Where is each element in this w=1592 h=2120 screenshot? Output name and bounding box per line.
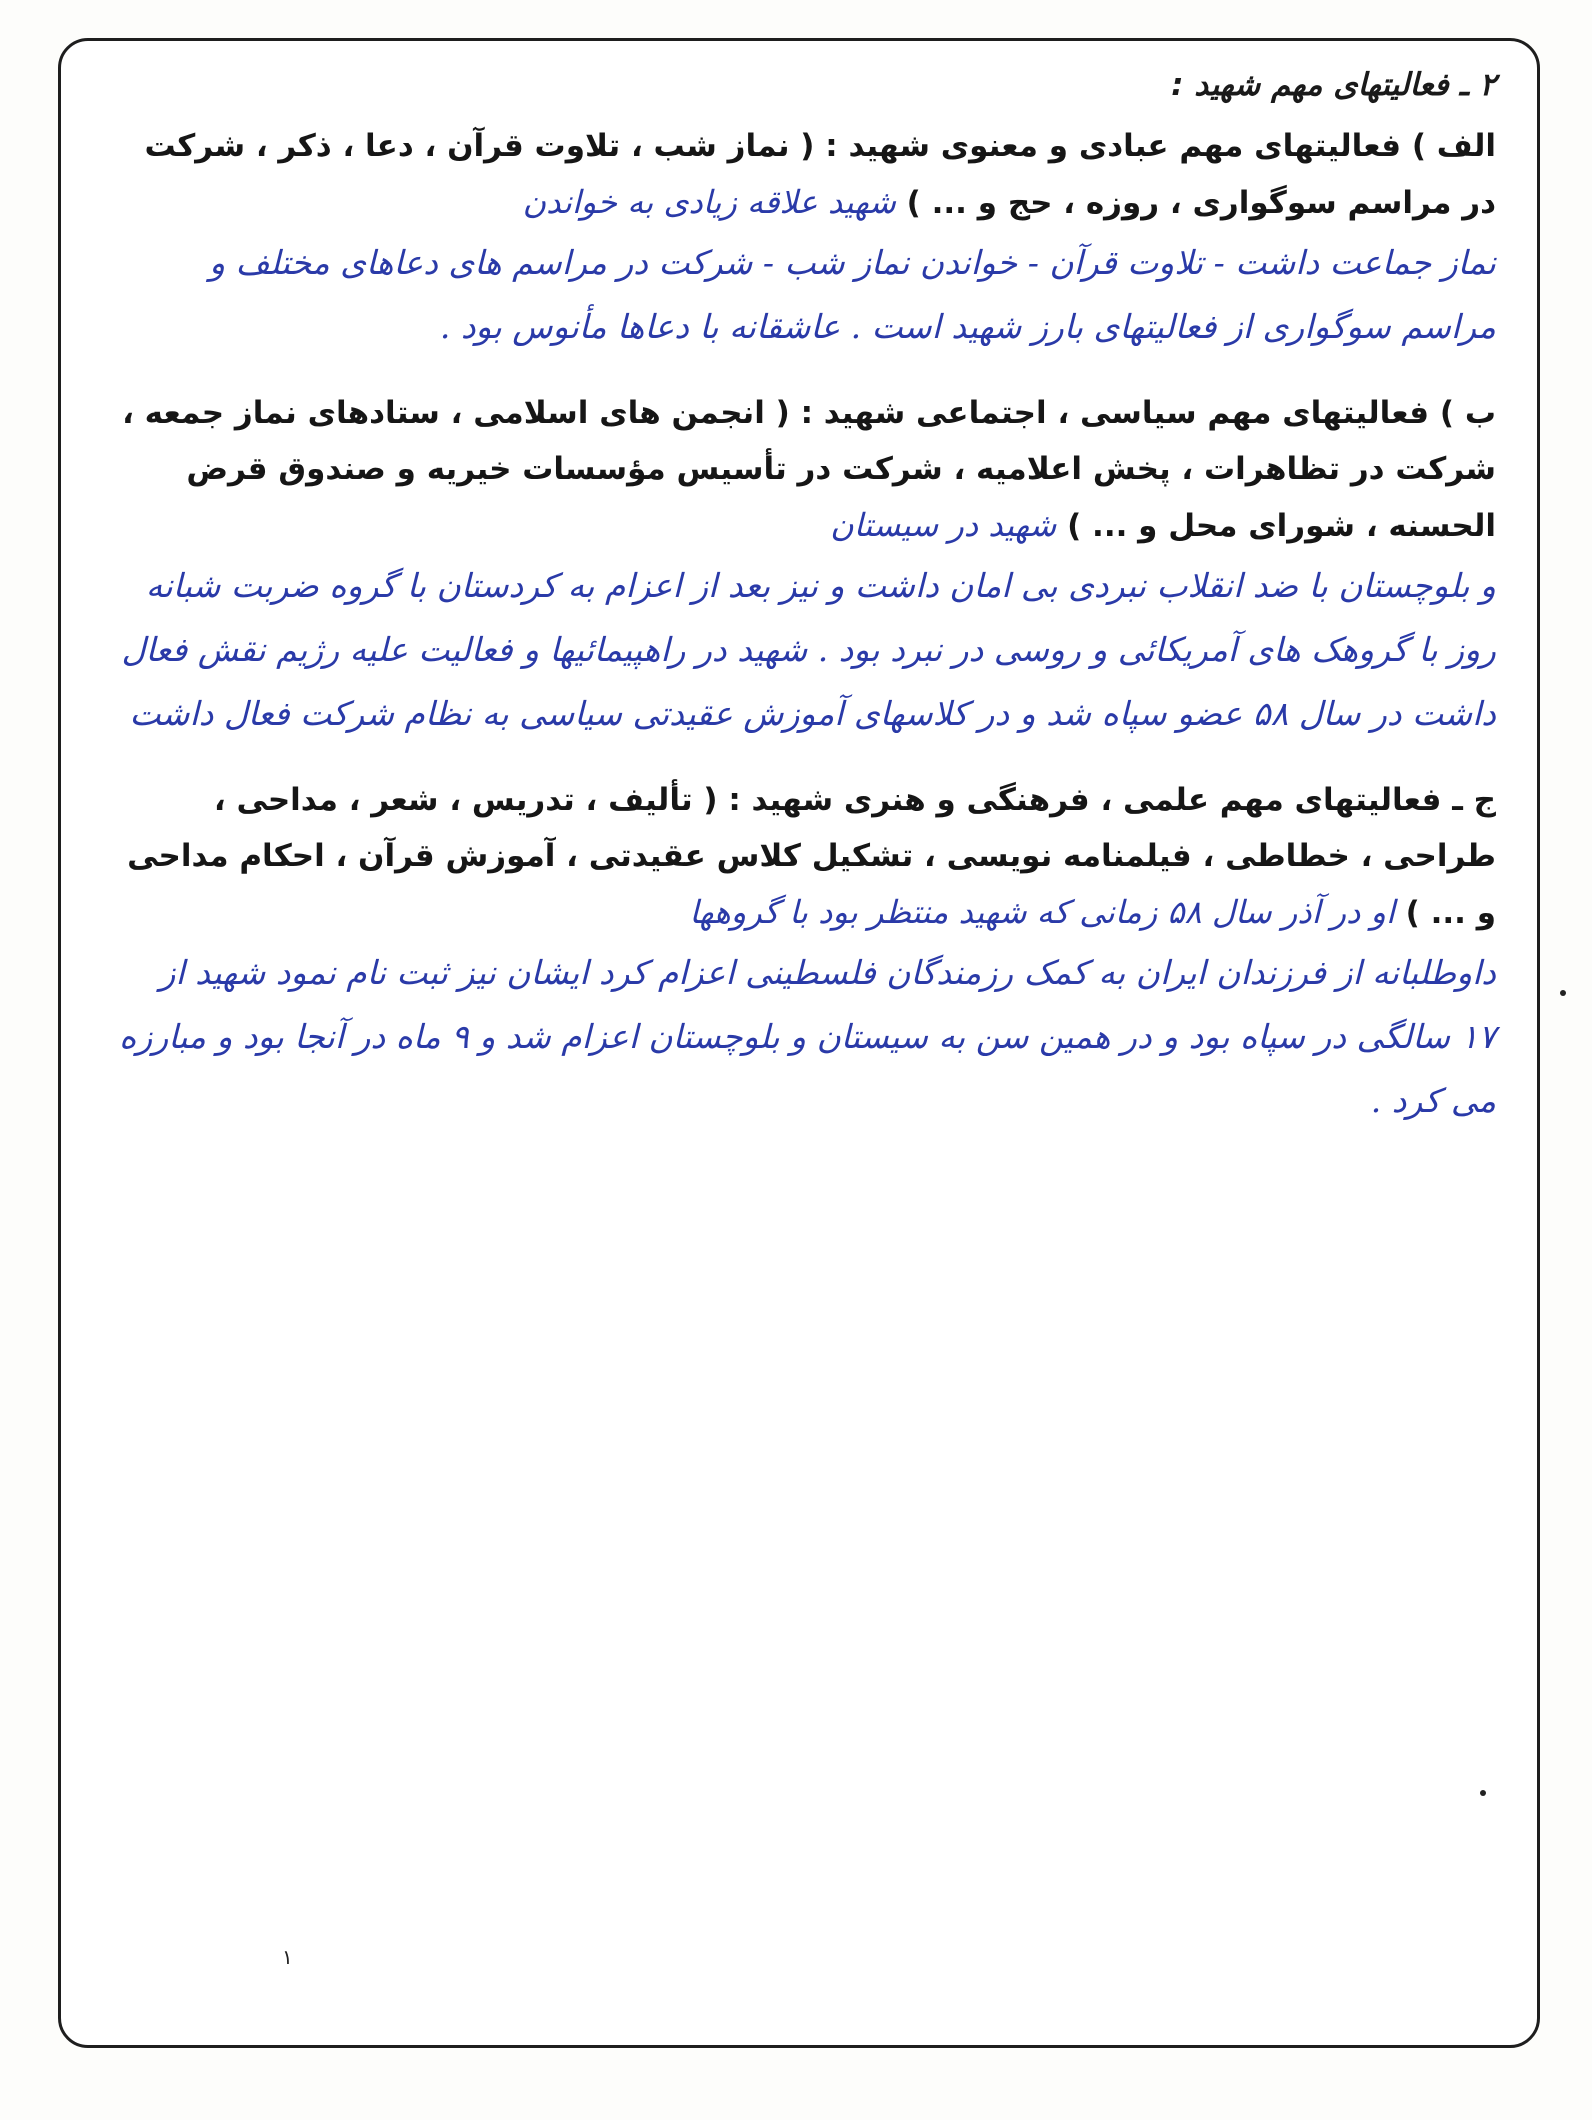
section-heading: ۲ ـ فعالیتهای مهم شهید : [1171, 67, 1496, 103]
section-c-printed-text [118, 772, 1496, 941]
section-c [118, 772, 1496, 1133]
section-c-handwritten-inline: او در آذر سال ۵۸ زمانی که شهید منتظر بود با گروهها [689, 893, 1395, 931]
section-c-printed: ج ـ فعالیتهای مهم علمی ، فرهنگی و هنری شهید : ( تألیف ، تدریس ، شعر ، مداحی ، طراحی ، خطاطی ، فیلمنامه نویسی ، تشکیل کلاس عقیدتی ، آموزش قرآن ، احکام مداحی و ... ) [127, 782, 1496, 931]
section-b-printed-text [118, 385, 1496, 554]
section-a-handwritten-inline: شهید علاقه زیادی به خواندن [522, 183, 896, 221]
section-a-handwritten: نماز جماعت داشت - تلاوت قرآن - خواندن نماز شب - شرکت در مراسم های دعاهای مختلف و مراسم سوگواری از فعالیتهای بارز شهید است . عاشقانه با دعاها مأنوس بود . [209, 243, 1496, 346]
section-a [118, 118, 1496, 359]
section-b-handwritten: و بلوچستان با ضد انقلاب نبردی بی امان داشت و نیز بعد از اعزام به کردستان با گروه ضربت شبانه روز با گروهک های آمریکائی و روسی در نبرد بود . شهید در راهپیمائیها و فعالیت علیه رژیم نقش فعال داشت در سال ۵۸ عضو سپاه شد و در کلاسهای آموزش عقیدتی سیاسی به نظام شرکت فعال داشت [121, 566, 1496, 733]
section-c-handwritten: داوطلبانه از فرزندان ایران به کمک رزمندگان فلسطینی اعزام کرد ایشان نیز ثبت نام نمود شهید از ۱۷ سالگی در سپاه بود و در همین سن به سیستان و بلوچستان اعزام شد و ۹ ماه در آنجا بود و مبارزه می کرد . [119, 953, 1496, 1120]
margin-dot [1480, 1790, 1486, 1796]
section-a-printed-text [118, 118, 1496, 231]
section-b-handwritten-inline: شهید در سیستان [830, 506, 1057, 544]
section-b-printed: ب ) فعالیتهای مهم سیاسی ، اجتماعی شهید : ( انجمن های اسلامی ، ستادهای نماز جمعه ، شرکت در تظاهرات ، پخش اعلامیه ، شرکت در تأسیس مؤسسات خیریه و صندوق قرض الحسنه ، شورای محل و ... ) [122, 395, 1496, 544]
page-number: ۱ [282, 1945, 293, 1969]
section-b [118, 385, 1496, 746]
margin-dot [1560, 990, 1566, 996]
document-body [118, 62, 1496, 1159]
section-a-printed: الف ) فعالیتهای مهم عبادی و معنوی شهید : ( نماز شب ، تلاوت قرآن ، دعا ، ذکر ، شرکت در مراسم سوگواری ، روزه ، حج و ... ) [144, 128, 1496, 221]
